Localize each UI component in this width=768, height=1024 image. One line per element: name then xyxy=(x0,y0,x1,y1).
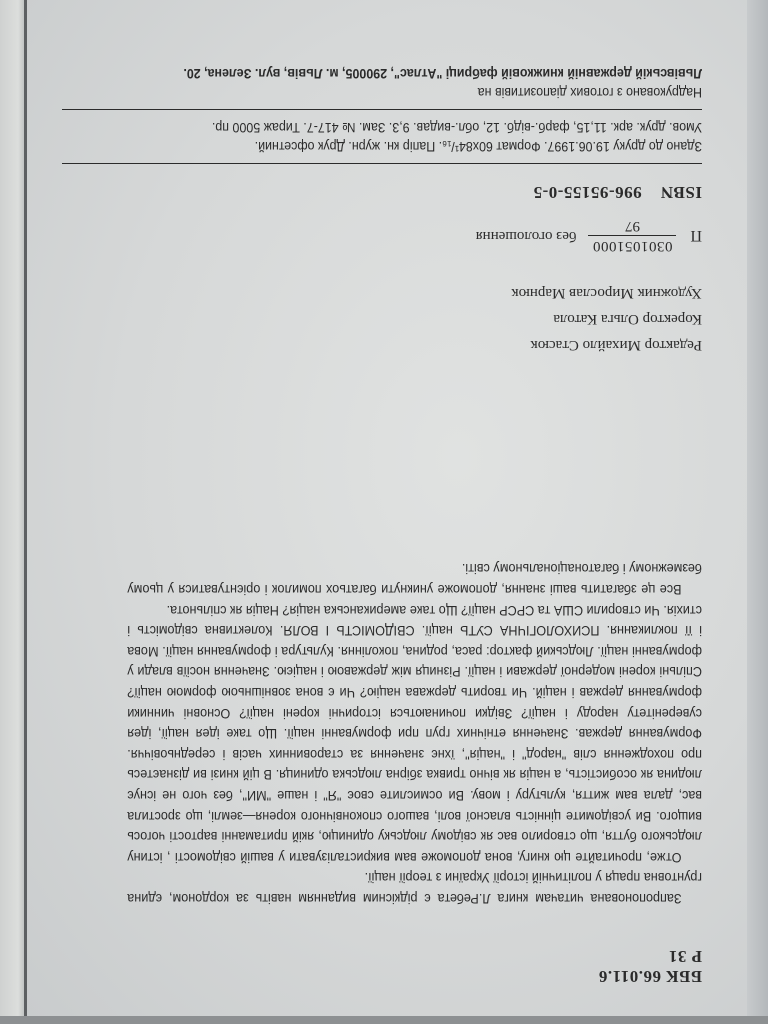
artist-credit: Художник Мирослав Марнюк xyxy=(511,285,702,301)
price-denominator: 97 xyxy=(624,218,640,234)
annotation xyxy=(127,558,702,908)
price-numerator: 0301051000 xyxy=(588,235,676,254)
classification-block xyxy=(598,946,702,986)
isbn-value: 996-95155-0-5 xyxy=(533,183,642,202)
technical-line-2: Умов. друк. арк. 11,15, фарб.-відб. 12, обл.-видав. 9,3. Зам. № 417-7. Тираж 5000 пр. xyxy=(211,120,702,135)
annotation-paragraph-3: Все це збагатить ваші знання, допоможе уникнути багатьох помилок і орієнтуватися у цьому безмежному і багатонаціональному світі. xyxy=(127,561,702,598)
editor-credit: Редактор Михайло Стасюк xyxy=(530,337,702,353)
isbn-label: ISBN xyxy=(660,183,702,202)
bottom-edge xyxy=(0,1016,768,1024)
price-code xyxy=(476,217,702,254)
divider xyxy=(62,163,702,164)
credits xyxy=(511,280,702,358)
isbn xyxy=(533,182,702,202)
printer-info xyxy=(98,64,703,102)
printer-line-1: Надруковано з готових діапозитивів на xyxy=(477,85,702,100)
printer-line-2: Львівській державній книжковій фабриці "Атлас", 290005, м. Львів, вул. Зелена, 20. xyxy=(183,66,702,81)
divider xyxy=(62,109,702,110)
annotation-paragraph-2: Отже, прочитайте цю книгу, вона допоможе вам викристалізувати у вашій свідомості , істину людського буття, що створило вас як свідому людську одиницю, якій притаманні вартості чогось вищого. Ви усвідомите цінність власної волі, вашого споконвічного кореня—землі, що зростила вас, дала вам життя, культуру і мову. Ви осмислите своє "Я" і наше "МИ", без чого не існує людина як особистість, а нація як вічно тривка збірна людська одиниця. В цій книзі ви дізнаєтесь про походження слів "народ" і "нація", їхнє значення за старовинних часів і середньовіччя. Формування держав. Значення етнічних груп при формуванні нації. Що таке ідея нації, ідея суверенітету народу і нації? Звідки починаються історичні корені нації? Основні чинники формування держав і націй. Чи творить держава націю? Чи є вона зовнішньою формою нації? Спільні корені модерної держави і нації. Різниця між державою і нацією. Значення носіїв влади у формуванні нації. Людський фактор: раса, родина, покоління. Культура і формування нації. Мова і її покликання. ПСИХОЛОГІЧНА СУТЬ нації. СВІДОМІСТЬ І ВОЛЯ. Колективна свідомість і стихія. Чи створили США та СРСР нації? Що таке американська нація? Нація як спільнота. xyxy=(127,602,702,865)
page-edge-shadow xyxy=(746,0,768,1024)
technical-line-1: Здано до друку 19.06.1997. Формат 60x84¹/₁₆. Папір кн. журн. Друк офсетний. xyxy=(254,139,702,154)
price-note: без оголошення xyxy=(475,228,577,244)
technical-details xyxy=(98,118,703,156)
author-mark: Р 31 xyxy=(668,947,702,966)
price-fraction xyxy=(588,217,676,254)
price-letter: П xyxy=(690,227,702,245)
bbk-code: ББК 66.011.6 xyxy=(598,967,702,986)
annotation-paragraph-1: Запропонована читачам книга Л.Ребета є рідкісним виданням навіть за кордоном, єдина грунтовна праця у політичній історії України з теорії нації. xyxy=(127,870,702,906)
imprint-page xyxy=(27,0,747,1016)
proofreader-credit: Коректор Ольга Катола xyxy=(553,311,702,327)
adjacent-page-edge xyxy=(0,0,26,1024)
